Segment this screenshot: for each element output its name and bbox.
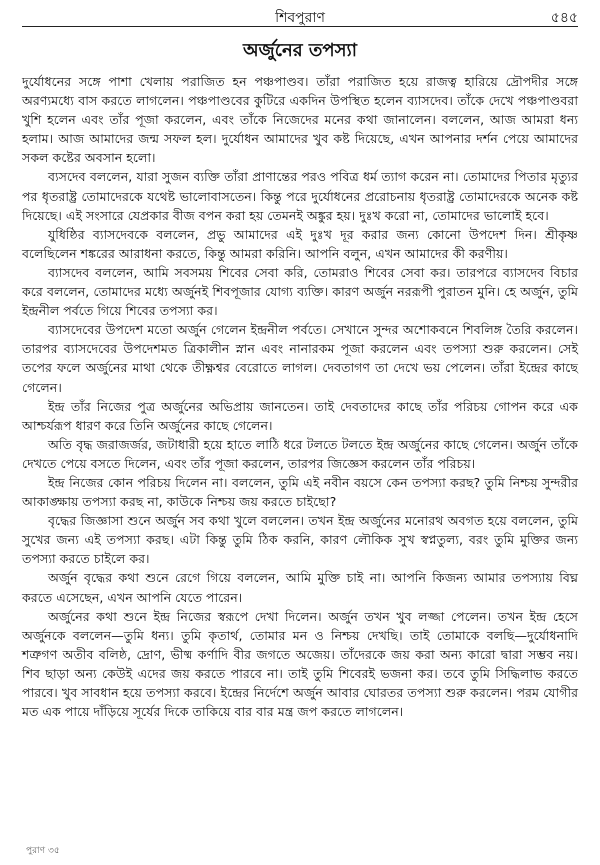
page-header [22,4,578,27]
chapter-title: অর্জুনের তপস্যা [243,40,357,61]
paragraph: অর্জুনের কথা শুনে ইন্দ্র নিজের স্বরূপে দেখা দিলেন। অর্জুন তখন খুব লজ্জা পেলেন। তখন ইন্দ্র হেসে অর্জুনকে বললেন—তুমি ধন্য। তুমি কৃতার্থ, তোমার মন ও নিশ্চয় দেখছি। তাই তোমাকে বলছি—দুর্যোধনাদি শত্রুগণ অতীব বলিষ্ঠ, দ্রোণ, ভীষ্ম কর্ণাদি বীর জগতে অজেয়। তাঁদেরকে জয় করা অন্য কারো দ্বারা সম্ভব নয়। শিব ছাড়া অন্য কেউই এদের জয় করতে পারবে না। তাই তুমি শিবেরই ভজনা কর। তবে তুমি সিদ্ধিলাভ করতে পারবে। খুব সাবধান হয়ে তপস্যা করবে। ইন্দ্রের নির্দেশে অর্জুন আবার ঘোরতর তপস্যা শুরু করলেন। পরম যোগীর মত এক পায়ে দাঁড়িয়ে সূর্যের দিকে তাকিয়ে বার বার মন্ত্র জপ করতে লাগলেন। [22,608,578,720]
paragraph: ব্যাসদেব বললেন, আমি সবসময় শিবের সেবা করি, তোমরাও শিবের সেবা কর। তারপরে ব্যাসদেব বিচার করে বললেন, তোমাদের মধ্যে অর্জুনই শিবপূজার যোগ্য ব্যক্তি। কারণ অর্জুন নররূপী পুরাতন মুনি। হে অর্জুন, তুমি ইন্দ্রনীল পর্বতে গিয়ে শিবের তপস্যা কর। [22,264,578,319]
paragraph: বৃদ্ধের জিজ্ঞাসা শুনে অর্জুন সব কথা খুলে বললেন। তখন ইন্দ্র অর্জুনের মনোরথ অবগত হয়ে বললেন, তুমি সুখের জন্য এই তপস্যা করছ। এটা কিন্তু তুমি ঠিক করনি, কারণ লৌকিক সুখ স্বপ্নতুল্য, বরং তুমি মুক্তির জন্য তপস্যা করতে চাইলে কর। [22,513,578,567]
paragraph: যুধিষ্ঠির ব্যাসদেবকে বললেন, প্রভু আমাদের এই দুঃখ দূর করার জন্য কোনো উপদেশ দিন। শ্রীকৃষ্ণ বলেছিলেন শঙ্করের আরাধনা করতে, কিন্তু আমরা করিনি। আপনি বলুন, এখন আমাদের কী করণীয়। [22,226,578,261]
page-number: ৫৪৫ [550,10,578,26]
paragraph: দুর্যোধনের সঙ্গে পাশা খেলায় পরাজিত হন পঞ্চপাণ্ডব। তাঁরা পরাজিত হয়ে রাজত্ব হারিয়ে দ্রৌপদীর সঙ্গে অরণ্যমধ্যে বাস করতে লাগলেন। পঞ্চপাণ্ডবের কুটিরে একদিন উপস্থিত হলেন ব্যাসদেব। তাঁকে দেখে পঞ্চপাণ্ডবরা খুশি হলেন এবং তাঁর পূজা করলেন, এবং তাঁকে নিজেদের মনের কথা জানালেন। বললেন, আজ আমরা ধন্য হলাম। আজ আমাদের জন্ম সফল হল। দুর্যোধন আমাদের খুব কষ্ট দিয়েছে, এখন আপনার দর্শন পেয়ে আমাদের সকল কষ্টের অবসান হলো। [22,74,578,166]
paragraph: ব্যাসদেবের উপদেশ মতো অর্জুন গেলেন ইন্দ্রনীল পর্বতে। সেখানে সুন্দর অশোকবনে শিবলিঙ্গ তৈরি করলেন। তারপর ব্যাসদেবের উপদেশমত ত্রিকালীন স্নান এবং নানারকম পূজা করলেন এবং তপস্যা শুরু করলেন। সেই তপের ফলে অর্জুনের মাথা থেকে তীক্ষ্ণশ্বর বেরোতে লাগল। দেবতাগণ তা দেখে ভয় পেলেন। তাঁরা ইন্দ্রের কাছে গেলেন। [22,322,578,395]
paragraph: ইন্দ্র তাঁর নিজের পুত্র অর্জুনের অভিপ্রায় জানতেন। তাই দেবতাদের কাছে তাঁর পরিচয় গোপন করে এক আশ্চর্যরূপ ধারণ করে তিনি অর্জুনের কাছে গেলেন। [22,398,578,433]
paragraph: অর্জুন বৃদ্ধের কথা শুনে রেগে গিয়ে বললেন, আমি মুক্তি চাই না। আপনি কিজন্য আমার তপস্যায় বিঘ্ন করতে এসেছেন, এখন আপনি যেতে পারেন। [22,570,578,605]
paragraph: ব্যসদেব বললেন, যারা সুজন ব্যক্তি তাঁরা প্রাণান্তের পরও পবিত্র ধর্ম ত্যাগ করেন না। তোমাদের পিতার মৃত্যুর পর ধৃতরাষ্ট্র তোমাদেরকে যথেষ্ট ভালোবাসতেন। কিন্তু পরে দুর্যোধনের প্ররোচনায় ধৃতরাষ্ট্র তোমাদেরকে অনেক কষ্ট দিয়েছে। এই সংসারে যেপ্রকার বীজ বপন করা হয় তেমনই অঙ্কুর হয়। দুঃখ করো না, তোমাদের ভালোই হবে। [22,169,578,223]
paragraph: ইন্দ্র নিজের কোন পরিচয় দিলেন না। বললেন, তুমি এই নবীন বয়সে কেন তপস্যা করছ? তুমি নিশ্চয় সুন্দরীর আকাঙ্ক্ষায় তপস্যা করছ না, কাউকে নিশ্চয় জয় করতে চাইছো? [22,474,578,510]
footer-signature: পুরাণ ৩৫ [26,846,60,856]
running-title: শিবপুরাণ [275,10,325,26]
paragraph: অতি বৃদ্ধ জরাজর্জর, জটাধারী হয়ে হাতে লাঠি ধরে টলতে টলতে ইন্দ্র অর্জুনের কাছে গেলেন। অর্জুন তাঁকে দেখতে পেয়ে বসতে দিলেন, এবং তাঁর পূজা করলেন, তারপর জিজ্ঞেস করলেন তাঁর পরিচয়। [22,436,578,471]
body-text [22,72,578,721]
